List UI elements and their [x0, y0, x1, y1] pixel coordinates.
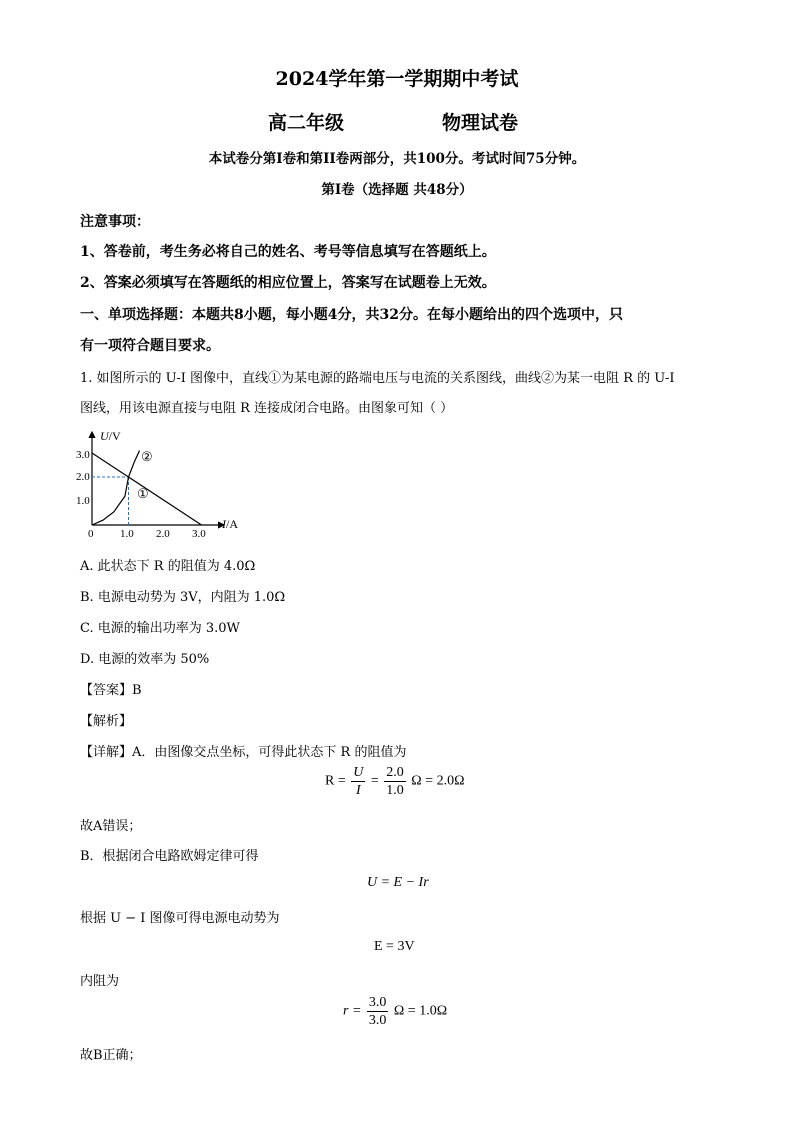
option-c: C. 电源的输出功率为 3.0W	[80, 621, 240, 636]
text-b2: 根据 U − I 图像可得电源电动势为	[80, 911, 280, 926]
text-b3: 内阻为	[80, 974, 120, 989]
origin-label: 0	[88, 528, 94, 540]
eq-a-mid: =	[370, 773, 379, 789]
equation-a	[325, 764, 464, 799]
subject-label: 物理试卷	[442, 112, 519, 134]
eq-a-rhs: Ω = 2.0Ω	[411, 773, 465, 789]
conclusion-a: 故A错误；	[80, 819, 142, 834]
section-heading-line1: 一、单项选择题：本题共8小题，每小题4分，共32分。在每小题给出的四个选项中，只	[80, 307, 623, 323]
y-tick-2: 2.0	[76, 471, 90, 483]
eq-b3-den: 3.0	[368, 1013, 387, 1028]
notes-item-2: 2、答案必须填写在答题纸的相应位置上，答案写在试题卷上无效。	[80, 275, 496, 291]
x-tick-3: 3.0	[192, 528, 206, 540]
analysis-label: 【解析】	[80, 714, 133, 729]
x-tick-2: 2.0	[156, 528, 170, 540]
x-axis-label: I/A	[222, 517, 238, 531]
section-heading-line2: 有一项符合题目要求。	[80, 338, 220, 354]
detail-b: B．根据闭合电路欧姆定律可得	[80, 849, 259, 864]
eq-b3-rhs: Ω = 1.0Ω	[393, 1003, 448, 1019]
grade-label: 高二年级	[268, 112, 345, 134]
notes-item-1: 1、答卷前，考生务必将自己的姓名、考号等信息填写在答题纸上。	[80, 244, 496, 260]
ui-chart	[74, 422, 264, 542]
option-a: A. 此状态下 R 的阻值为 4.0Ω	[80, 559, 256, 574]
eq-a-den1: I	[355, 783, 361, 798]
exam-intro: 本试卷分第I卷和第II卷两部分，共100分。考试时间75分钟。	[208, 151, 586, 167]
eq-a-lhs: R =	[325, 773, 346, 789]
notes-heading: 注意事项：	[80, 214, 150, 230]
y-tick-3: 3.0	[76, 449, 90, 461]
series-2-curve	[92, 451, 140, 525]
answer-label: 【答案】B	[80, 683, 142, 698]
conclusion-b: 故B正确；	[80, 1048, 142, 1063]
eq-a-den2: 1.0	[386, 783, 404, 798]
y-tick-1: 1.0	[76, 495, 90, 507]
eq-b3-num: 3.0	[368, 995, 387, 1010]
question-1-line1: 1. 如图所示的 U-I 图像中，直线①为某电源的路端电压与电流的关系图线，曲线②为某一电阻 R 的 U-I	[80, 371, 675, 386]
option-d: D. 电源的效率为 50%	[80, 652, 210, 667]
detail-a: 【详解】A．由图像交点坐标，可得此状态下 R 的阻值为	[80, 745, 407, 760]
series-2-label: ②	[141, 450, 153, 465]
equation-b3	[343, 994, 447, 1029]
option-b: B. 电源电动势为 3V，内阻为 1.0Ω	[80, 590, 286, 605]
series-1-label: ①	[137, 487, 149, 502]
eq-b3-lhs: r =	[343, 1003, 362, 1019]
question-1-line2: 图线，用该电源直接与电阻 R 连接成闭合电路。由图象可知（ ）	[80, 401, 454, 416]
exam-title: 2024学年第一学期期中考试	[275, 68, 519, 90]
part-heading: 第I卷（选择题 共48分）	[321, 182, 473, 198]
eq-a-num2: 2.0	[386, 765, 404, 780]
y-axis-label: U/V	[100, 429, 121, 443]
x-tick-1: 1.0	[120, 528, 134, 540]
equation-b2: E = 3V	[374, 939, 415, 954]
eq-a-num1: U	[353, 765, 364, 780]
equation-b: U = E − Ir	[367, 875, 429, 890]
